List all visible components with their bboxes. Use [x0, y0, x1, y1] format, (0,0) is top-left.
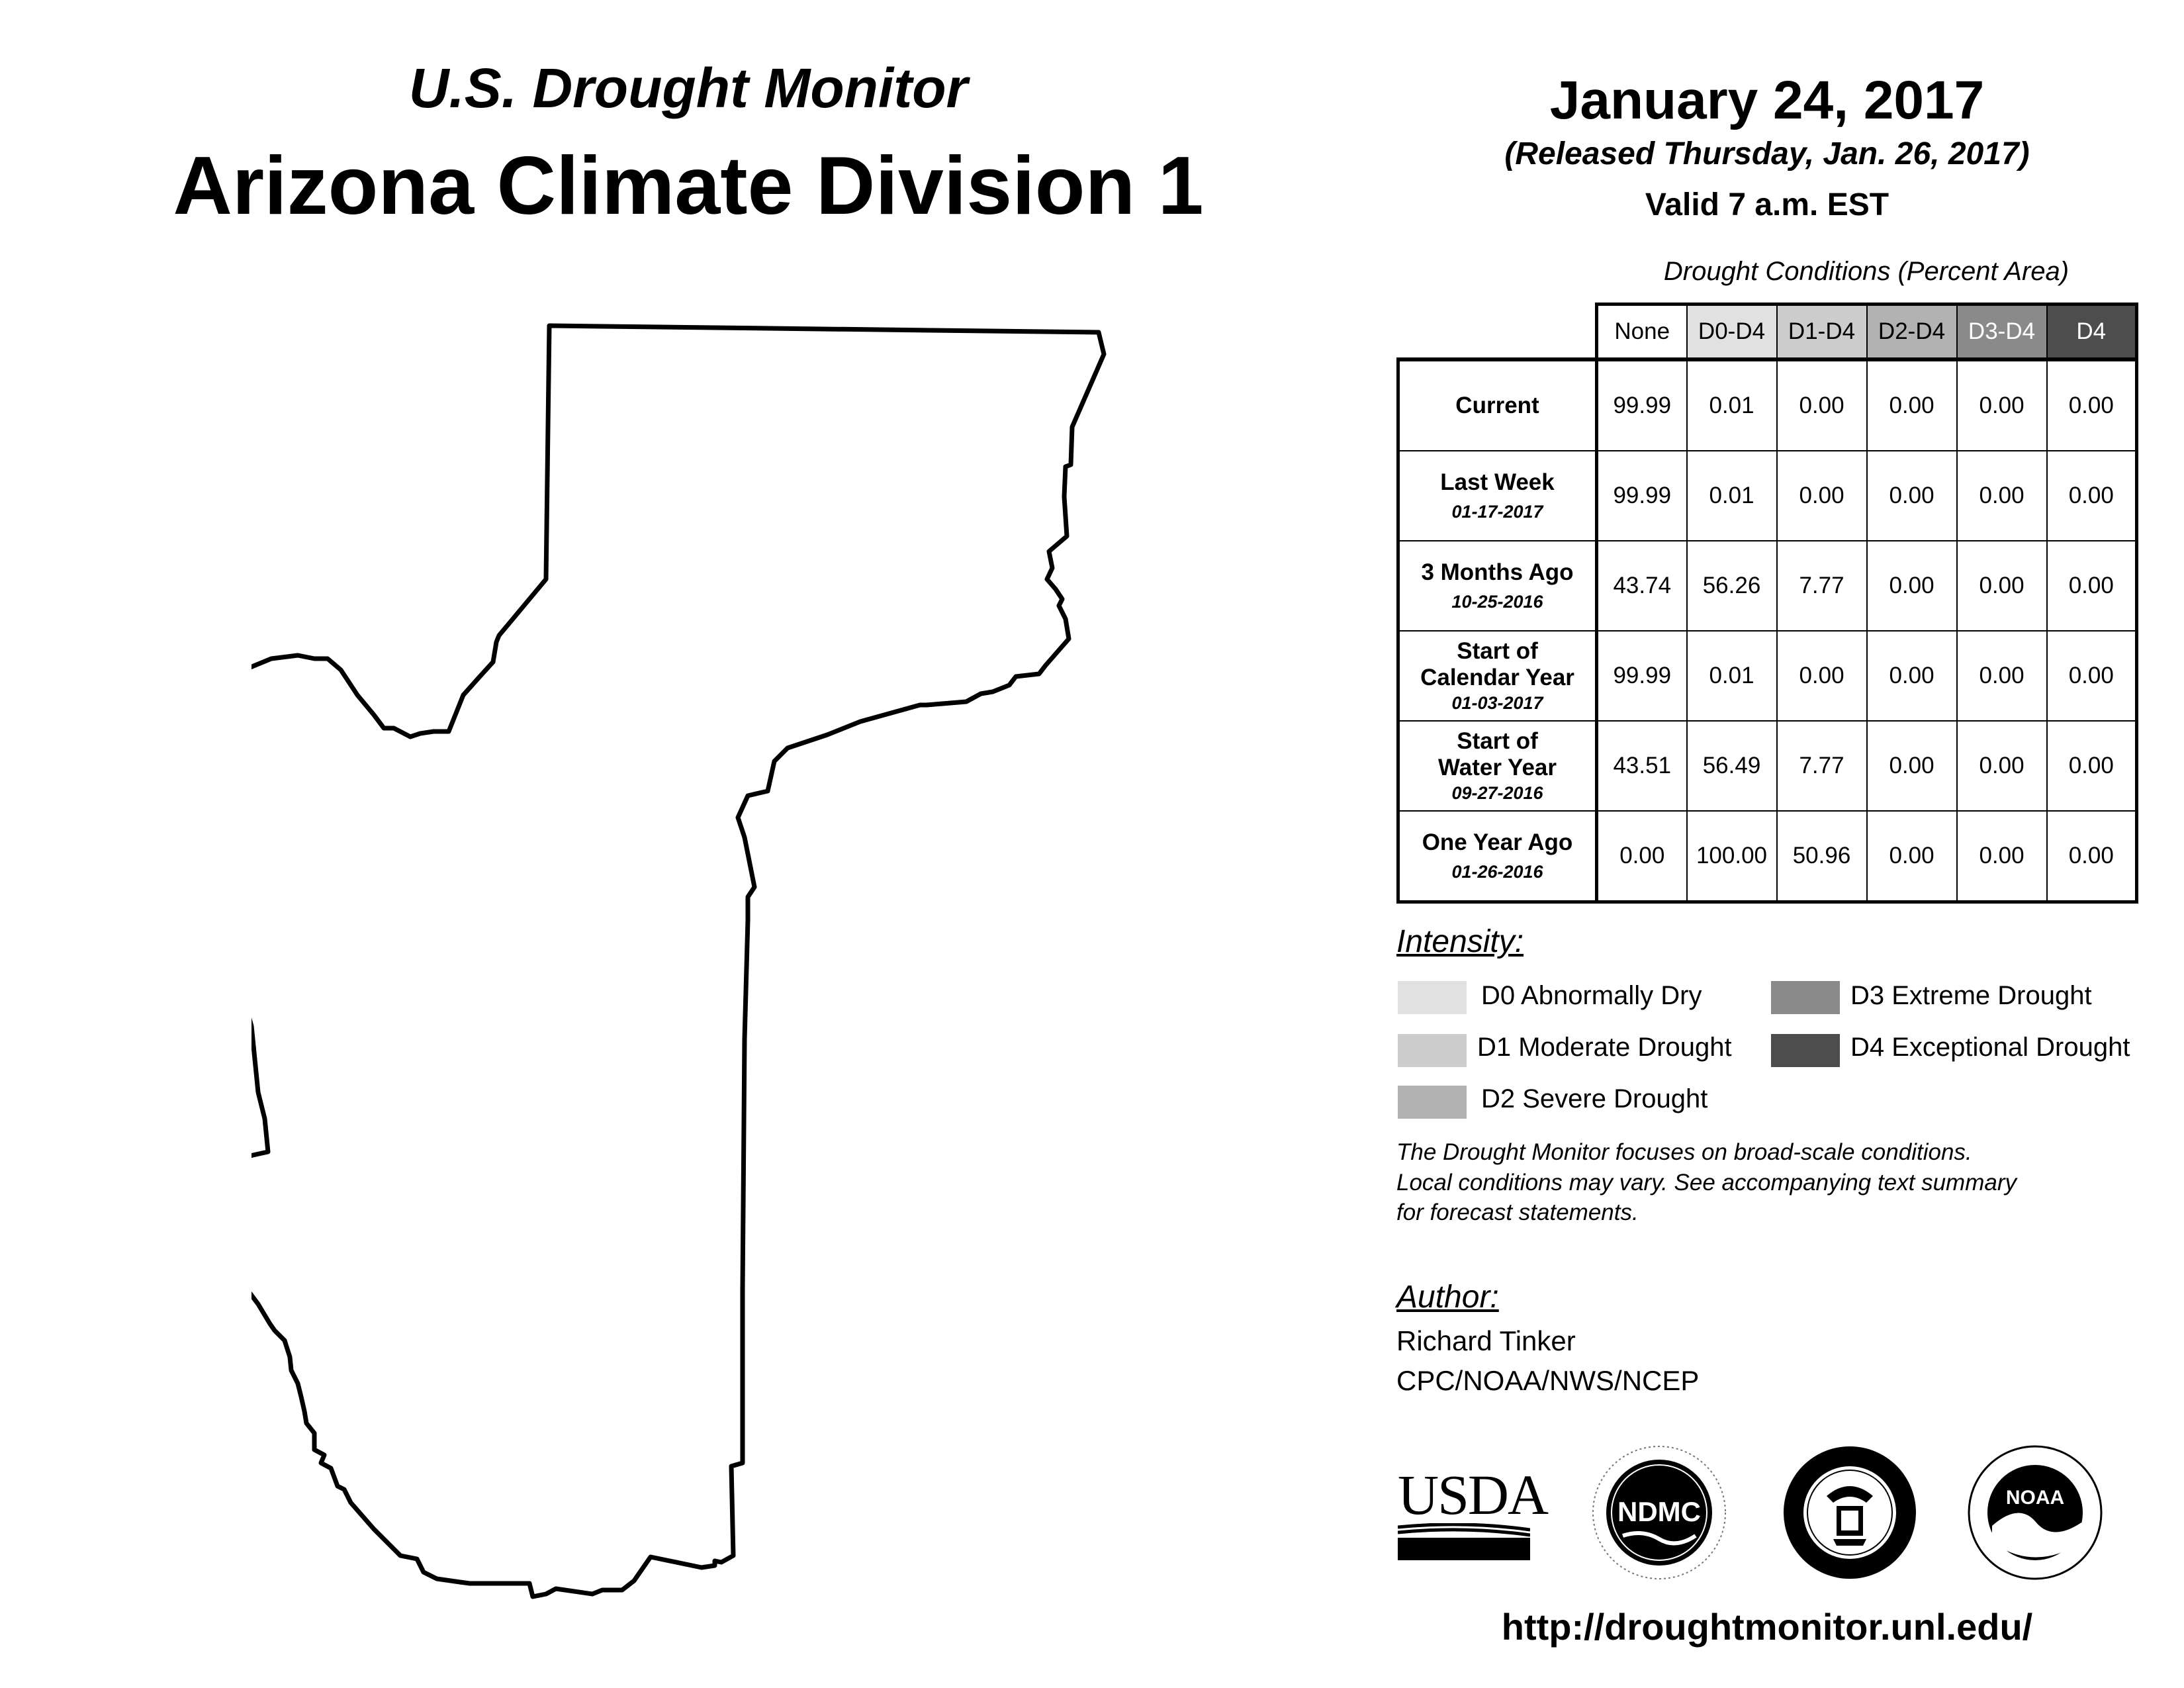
- table-corner: [1398, 305, 1597, 360]
- table-cell: 0.00: [1867, 541, 1957, 631]
- ndmc-logo-text: NDMC: [1617, 1496, 1701, 1527]
- table-cell: 99.99: [1597, 631, 1687, 721]
- table-cell: 0.00: [1957, 721, 2047, 811]
- legend-label-d1: D1 Moderate Drought: [1477, 1033, 1732, 1062]
- table-cell: 0.00: [2047, 721, 2137, 811]
- table-cell: 56.26: [1687, 541, 1777, 631]
- table-cell: 99.99: [1597, 451, 1687, 541]
- row-header: [1398, 359, 1597, 451]
- table-row: [1398, 359, 2137, 451]
- row-label-line2: Water Year: [1438, 755, 1557, 781]
- row-header: [1398, 721, 1597, 811]
- row-date: 01-03-2017: [1451, 692, 1543, 713]
- table-row: [1398, 451, 2137, 541]
- row-label: 3 Months Ago: [1421, 559, 1574, 586]
- table-cell: 0.00: [2047, 359, 2137, 451]
- map-date: January 24, 2017: [1549, 70, 1985, 130]
- map-title: Arizona Climate Division 1: [173, 140, 1204, 232]
- intensity-title: Intensity:: [1396, 924, 1524, 959]
- division-boundary: [251, 326, 1104, 1597]
- row-header: [1398, 811, 1597, 902]
- table-cell: 0.00: [2047, 631, 2137, 721]
- table-cell: 50.96: [1777, 811, 1867, 902]
- release-date: (Released Thursday, Jan. 26, 2017): [1504, 136, 2030, 171]
- row-header: [1398, 451, 1597, 541]
- column-header: D2-D4: [1867, 305, 1957, 360]
- legend-swatch-d0: [1398, 981, 1467, 1014]
- legend-label-d3: D3 Extreme Drought: [1850, 981, 2092, 1010]
- department-of-commerce-seal: [1780, 1443, 1919, 1582]
- map-subtitle: U.S. Drought Monitor: [408, 57, 968, 119]
- column-header: D0-D4: [1687, 305, 1777, 360]
- climate-division-outline-map: [251, 298, 1152, 1628]
- row-header: [1398, 631, 1597, 721]
- drought-conditions-table: [1396, 303, 2138, 904]
- usda-logo: [1398, 1463, 1548, 1566]
- legend-swatch-d1: [1398, 1034, 1467, 1067]
- usda-logo-text: USDA: [1398, 1463, 1548, 1526]
- row-header: [1398, 541, 1597, 631]
- table-cell: 43.51: [1597, 721, 1687, 811]
- table-cell: 0.00: [1867, 811, 1957, 902]
- row-date: 09-27-2016: [1451, 782, 1543, 803]
- table-cell: 99.99: [1597, 359, 1687, 451]
- table-title: Drought Conditions (Percent Area): [1663, 257, 2070, 286]
- website-url[interactable]: http://droughtmonitor.unl.edu/: [1501, 1606, 2033, 1648]
- ndmc-logo: [1590, 1443, 1729, 1582]
- legend-swatch-d3: [1771, 981, 1840, 1014]
- table-cell: 0.00: [1777, 359, 1867, 451]
- table-cell: 0.00: [1957, 451, 2047, 541]
- legend-swatch-d4: [1771, 1034, 1840, 1067]
- note-line: The Drought Monitor focuses on broad-scale conditions.: [1396, 1139, 1972, 1165]
- row-label: Start of: [1457, 638, 1538, 665]
- table-cell: 7.77: [1777, 721, 1867, 811]
- table-cell: 43.74: [1597, 541, 1687, 631]
- table-cell: 0.00: [1777, 631, 1867, 721]
- row-label-line2: Calendar Year: [1420, 665, 1574, 691]
- table-cell: 0.00: [1867, 359, 1957, 451]
- table-row: [1398, 721, 2137, 811]
- valid-time: Valid 7 a.m. EST: [1645, 187, 1889, 222]
- table-row: [1398, 631, 2137, 721]
- table-cell: 0.00: [2047, 811, 2137, 902]
- table-cell: 56.49: [1687, 721, 1777, 811]
- table-row: [1398, 541, 2137, 631]
- row-date: 10-25-2016: [1451, 591, 1543, 612]
- noaa-logo-text: NOAA: [2005, 1487, 2065, 1509]
- table-cell: 0.00: [1867, 721, 1957, 811]
- row-label: Last Week: [1440, 469, 1555, 496]
- column-header: None: [1597, 305, 1687, 360]
- table-cell: 0.00: [1957, 631, 2047, 721]
- table-header-row: [1398, 305, 2137, 360]
- table-cell: 0.01: [1687, 451, 1777, 541]
- table-cell: 0.00: [1867, 451, 1957, 541]
- legend-label-d2: D2 Severe Drought: [1481, 1084, 1708, 1113]
- row-label: One Year Ago: [1422, 829, 1573, 856]
- author-org: CPC/NOAA/NWS/NCEP: [1396, 1365, 1700, 1396]
- table-cell: 0.00: [1867, 631, 1957, 721]
- usda-logo-waves: [1398, 1523, 1530, 1563]
- legend-label-d0: D0 Abnormally Dry: [1481, 981, 1702, 1010]
- table-cell: 0.00: [1957, 811, 2047, 902]
- author-title: Author:: [1396, 1280, 1499, 1315]
- column-header: D1-D4: [1777, 305, 1867, 360]
- row-label: Current: [1455, 392, 1539, 418]
- table-cell: 0.00: [2047, 451, 2137, 541]
- table-cell: 100.00: [1687, 811, 1777, 902]
- row-date: 01-26-2016: [1451, 861, 1543, 882]
- table-cell: 0.00: [1957, 541, 2047, 631]
- table-row: [1398, 811, 2137, 902]
- note-line: Local conditions may vary. See accompanying text summary: [1396, 1169, 2017, 1196]
- author-name: Richard Tinker: [1396, 1325, 1576, 1356]
- legend-swatch-d2: [1398, 1086, 1467, 1119]
- table-cell: 0.00: [1777, 451, 1867, 541]
- table-cell: 0.01: [1687, 359, 1777, 451]
- column-header: D3-D4: [1957, 305, 2047, 360]
- table-cell: 7.77: [1777, 541, 1867, 631]
- noaa-logo: [1966, 1443, 2105, 1582]
- table-cell: 0.00: [1597, 811, 1687, 902]
- table-cell: 0.00: [1957, 359, 2047, 451]
- column-header: D4: [2047, 305, 2137, 360]
- table-cell: 0.01: [1687, 631, 1777, 721]
- legend-label-d4: D4 Exceptional Drought: [1850, 1033, 2130, 1062]
- note-line: for forecast statements.: [1396, 1199, 1639, 1225]
- table-cell: 0.00: [2047, 541, 2137, 631]
- row-label: Start of: [1457, 728, 1538, 755]
- row-date: 01-17-2017: [1451, 501, 1543, 522]
- disclaimer-note: [1396, 1137, 2158, 1228]
